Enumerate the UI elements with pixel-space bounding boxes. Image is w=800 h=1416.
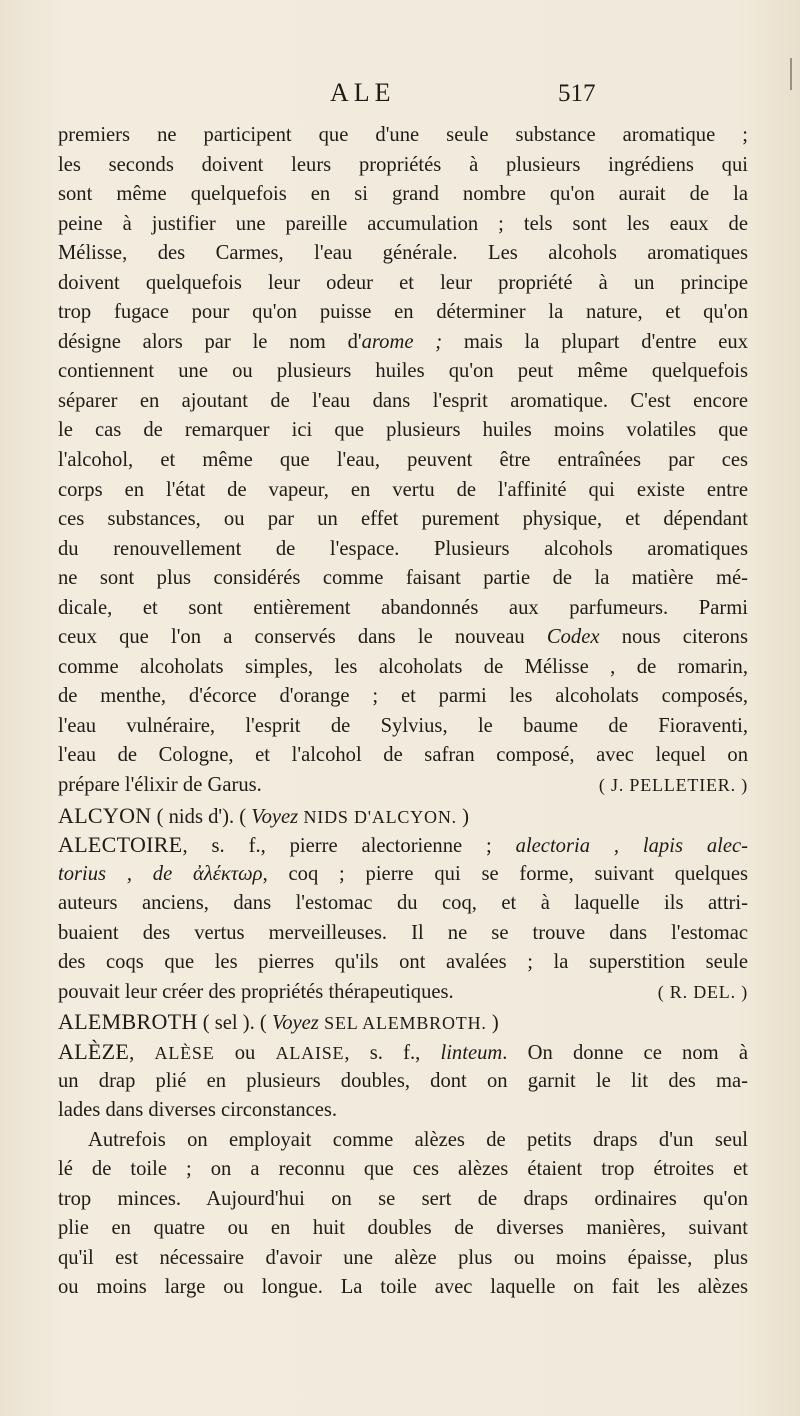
text-line: du renouvellement de l'espace. Plusieurs alcohols aromatiques (58, 537, 748, 560)
text-run: ) (486, 1012, 499, 1035)
cross-ref-target: NIDS D'ALCYON. (298, 806, 457, 827)
text-line: dicale, et sont entièrement abandonnés aux parfumeurs. Parmi (58, 596, 748, 619)
text-run: . On donne ce nom à (502, 1041, 749, 1064)
text-run: , (129, 1041, 155, 1064)
text-line: contiennent une ou plusieurs huiles qu'on peut même quelquefois (58, 360, 748, 383)
running-head: ALE (330, 78, 396, 107)
text-run: pouvait leur créer des propriétés thérapeutiques. (58, 980, 454, 1003)
variant-spelling: ALÈSE (154, 1042, 215, 1063)
text-run: désigne alors par le nom d' (58, 330, 362, 353)
author-signature: ( R. DEL. ) (657, 981, 748, 1002)
italic-term: arome ; (361, 330, 443, 353)
text-run: ou (214, 1041, 276, 1064)
text-line: ne sont plus considérés comme faisant partie de la matière mé- (58, 567, 748, 590)
text-line: comme alcoholats simples, les alcoholats de Mélisse , de romarin, (58, 655, 748, 678)
text-line: corps en l'état de vapeur, en vertu de l'affinité qui existe entre (58, 478, 748, 501)
text-line: l'eau vulnéraire, l'esprit de Sylvius, le baume de Fioraventi, (58, 714, 748, 737)
entry-headword: ALÈZE (58, 1038, 130, 1064)
text-run: ceux que l'on a conservés dans le nouveau (58, 626, 547, 649)
text-line: plie en quatre ou en huit doubles de diverses manières, suivant (58, 1217, 748, 1240)
variant-spelling: ALAISE (275, 1042, 345, 1063)
text-line: de menthe, d'écorce d'orange ; et parmi les alcoholats composés, (58, 685, 748, 708)
text-line: le cas de remarquer ici que plusieurs huiles moins volatiles que (58, 419, 748, 442)
text-line: auteurs anciens, dans l'estomac du coq, et à laquelle ils attri- (58, 892, 748, 915)
entry-headword: ALCYON (58, 802, 152, 828)
text-line: Autrefois on employait comme alèzes de petits draps d'un seul (88, 1128, 748, 1151)
text-line (58, 771, 748, 801)
body-text (58, 121, 748, 1303)
text-run: , s. f., pierre alectorienne ; (182, 835, 516, 858)
text-line: des coqs que les pierres qu'ils ont avalées ; la superstition seule (58, 951, 748, 974)
entry-alectoire (58, 830, 748, 860)
text-run: , s. f., (344, 1041, 441, 1064)
text-line (58, 860, 748, 890)
text-run: nous citerons (599, 626, 748, 649)
text-run: ) (456, 805, 469, 828)
text-run: mais la plupart d'entre eux (442, 330, 748, 353)
text-line: premiers ne participent que d'une seule substance aromatique ; (58, 124, 748, 146)
greek-word: ἀλέκτωρ (193, 862, 263, 885)
cross-ref-target: SEL ALEMBROTH. (318, 1013, 487, 1034)
text-line (58, 623, 748, 653)
text-line: l'eau de Cologne, et l'alcohol de safran composé, avec lequel on (58, 744, 748, 767)
text-line: peine à justifier une pareille accumulation ; tels sont les eaux de (58, 212, 748, 235)
entry-alembroth (58, 1007, 748, 1037)
italic-term: Codex (546, 626, 600, 649)
text-run: ( sel ). ( (197, 1012, 272, 1035)
text-line (58, 978, 748, 1008)
text-line: séparer en ajoutant de l'eau dans l'esprit aromatique. C'est encore (58, 389, 748, 412)
entry-headword: ALECTOIRE (58, 832, 183, 858)
text-run: ( nids d'). ( (151, 805, 252, 828)
cross-ref-voyez: Voyez (251, 805, 299, 828)
author-signature: ( J. PELLETIER. ) (598, 775, 748, 796)
text-line: lades dans diverses circonstances. (58, 1099, 338, 1122)
text-line: qu'il est nécessaire d'avoir une alèze plus ou moins épaisse, plus (58, 1246, 748, 1269)
text-line (58, 328, 748, 358)
text-line: buaient des vertus merveilleuses. Il ne se trouve dans l'estomac (58, 921, 748, 944)
text-line: ou moins large ou longue. La toile avec laquelle on fait les alèzes (58, 1276, 748, 1299)
latin-name: alectoria , lapis alec- (515, 835, 748, 858)
entry-aleze (58, 1037, 748, 1067)
text-line: trop minces. Aujourd'hui on se sert de draps ordinaires qu'on (58, 1187, 748, 1210)
text-line: lé de toile ; on a reconnu que ces alèzes étaient trop étroites et (58, 1158, 748, 1181)
text-line: doivent quelquefois leur odeur et leur propriété à un principe (58, 271, 748, 294)
text-line: Mélisse, des Carmes, l'eau générale. Les alcohols aromatiques (58, 242, 748, 265)
text-line: l'alcohol, et même que l'eau, peuvent être entraînées par ces (58, 449, 748, 472)
page-header (0, 78, 800, 118)
entry-alcyon (58, 801, 748, 831)
page-number: 517 (558, 80, 596, 107)
text-line: les seconds doivent leurs propriétés à plusieurs ingrédiens qui (58, 153, 748, 176)
text-run: prépare l'élixir de Garus. (58, 774, 262, 797)
cross-ref-voyez: Voyez (271, 1012, 319, 1035)
text-line: un drap plié en plusieurs doubles, dont on garnit le lit des ma- (58, 1069, 748, 1092)
text-line: ces substances, ou par un effet purement physique, et dépendant (58, 508, 748, 531)
latin-name: torius , de (58, 862, 194, 885)
text-line: trop fugace pour qu'on puisse en déterminer la nature, et qu'on (58, 301, 748, 324)
text-line: sont même quelquefois en si grand nombre qu'on aurait de la (58, 183, 748, 206)
text-run: , coq ; pierre qui se forme, suivant quelques (262, 862, 748, 885)
entry-headword: ALEMBROTH (58, 1009, 198, 1035)
latin-name: linteum (440, 1041, 503, 1064)
